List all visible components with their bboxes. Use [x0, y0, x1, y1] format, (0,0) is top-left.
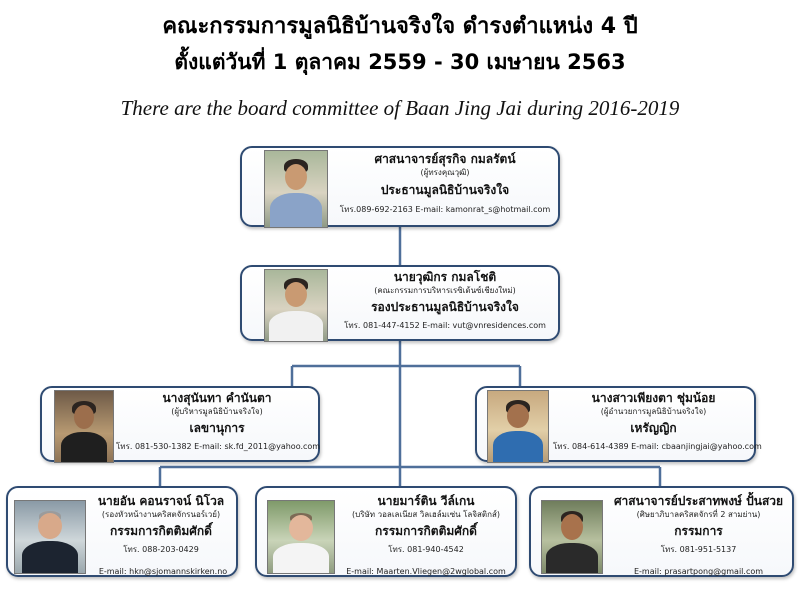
secretary-name: นางสุนันทา คำนันตา: [162, 391, 272, 405]
secretary-contact: โทร. 081-530-1382 E-mail: sk.fd_2011@yahoo.com: [116, 442, 321, 451]
committee-2-card: [255, 486, 517, 577]
committee-1-email: E-mail: hkn@sjomannskirken.no: [98, 567, 228, 576]
committee-3-role: กรรมการ: [674, 524, 723, 538]
committee-1-note: (รองหัวหน้างานคริสตจักรนอร์เวย์): [101, 510, 221, 519]
vice-president-photo: [264, 269, 328, 342]
title-line-2: ตั้งแต่วันที่ 1 ตุลาคม 2559 - 30 เมษายน 2563: [174, 50, 626, 74]
secretary-note: (ผู้บริหารมูลนิธิบ้านจริงใจ): [171, 407, 263, 416]
committee-3-card: [529, 486, 794, 577]
vice-president-name: นายวุฒิกร กมลโชติ: [393, 270, 497, 284]
vice-president-card: [240, 265, 560, 341]
committee-3-photo: [541, 500, 603, 574]
subtitle: There are the board committee of Baan Jing Jai during 2016-2019: [120, 96, 680, 120]
committee-2-note: (บริษัท วอลเลเนียส วิลเฮล์มเซ่น โลจิสติกส์): [352, 510, 500, 519]
committee-2-email: E-mail: Maarten.Vliegen@2wglobal.com: [346, 567, 506, 576]
committee-3-name: ศาสนาจารย์ประสาทพงษ์ ปั้นสวย: [613, 494, 784, 508]
secretary-card: [40, 386, 320, 462]
committee-3-email: E-mail: prasartpong@gmail.com: [633, 567, 764, 576]
president-note: (ผู้ทรงคุณวุฒิ): [420, 168, 470, 177]
committee-1-name: นายอัน คอนราจน์ นิโวล: [97, 494, 225, 508]
committee-3-phone: โทร. 081-951-5137: [660, 545, 737, 554]
committee-2-photo: [267, 500, 335, 574]
committee-1-card: [6, 486, 238, 577]
committee-1-phone: โทร. 088-203-0429: [123, 545, 199, 554]
committee-2-role: กรรมการกิตติมศักดิ์: [375, 524, 477, 538]
secretary-role: เลขานุการ: [189, 421, 245, 435]
vice-president-note: (คณะกรรมการบริหารเรซิเด้นซ์เชียงใหม่): [374, 286, 516, 295]
secretary-photo: [54, 390, 114, 463]
president-name: ศาสนาจารย์สุรกิจ กมลรัตน์: [374, 152, 516, 166]
treasurer-role: เหรัญญิก: [630, 421, 677, 435]
committee-1-photo: [14, 500, 86, 574]
committee-2-name: นายมาร์ติน วีล์เกน: [377, 494, 475, 508]
title-line-1: คณะกรรมการมูลนิธิบ้านจริงใจ ดำรงตำแหน่ง 4 ปี: [162, 14, 638, 39]
committee-3-note: (ศิษยาภิบาลคริสตจักรที่ 2 สามย่าน): [636, 510, 761, 519]
president-contact: โทร.089-692-2163 E-mail: kamonrat_s@hotmail.com: [339, 205, 551, 214]
president-role: ประธานมูลนิธิบ้านจริงใจ: [380, 183, 510, 197]
treasurer-photo: [487, 390, 549, 463]
vice-president-contact: โทร. 081-447-4152 E-mail: vut@vnresidences.com: [344, 321, 546, 330]
treasurer-name: นางสาวเพียงตา ชุ่มน้อย: [591, 391, 716, 405]
vice-president-role: รองประธานมูลนิธิบ้านจริงใจ: [371, 300, 519, 314]
treasurer-contact: โทร. 084-614-4389 E-mail: cbaanjingjai@yahoo.com: [553, 442, 762, 451]
treasurer-note: (ผู้อำนวยการมูลนิธิบ้านจริงใจ): [600, 407, 707, 416]
committee-2-phone: โทร. 081-940-4542: [388, 545, 464, 554]
president-card: [240, 146, 560, 227]
committee-1-role: กรรมการกิตติมศักดิ์: [110, 524, 212, 538]
treasurer-card: [475, 386, 762, 462]
president-photo: [264, 150, 328, 228]
